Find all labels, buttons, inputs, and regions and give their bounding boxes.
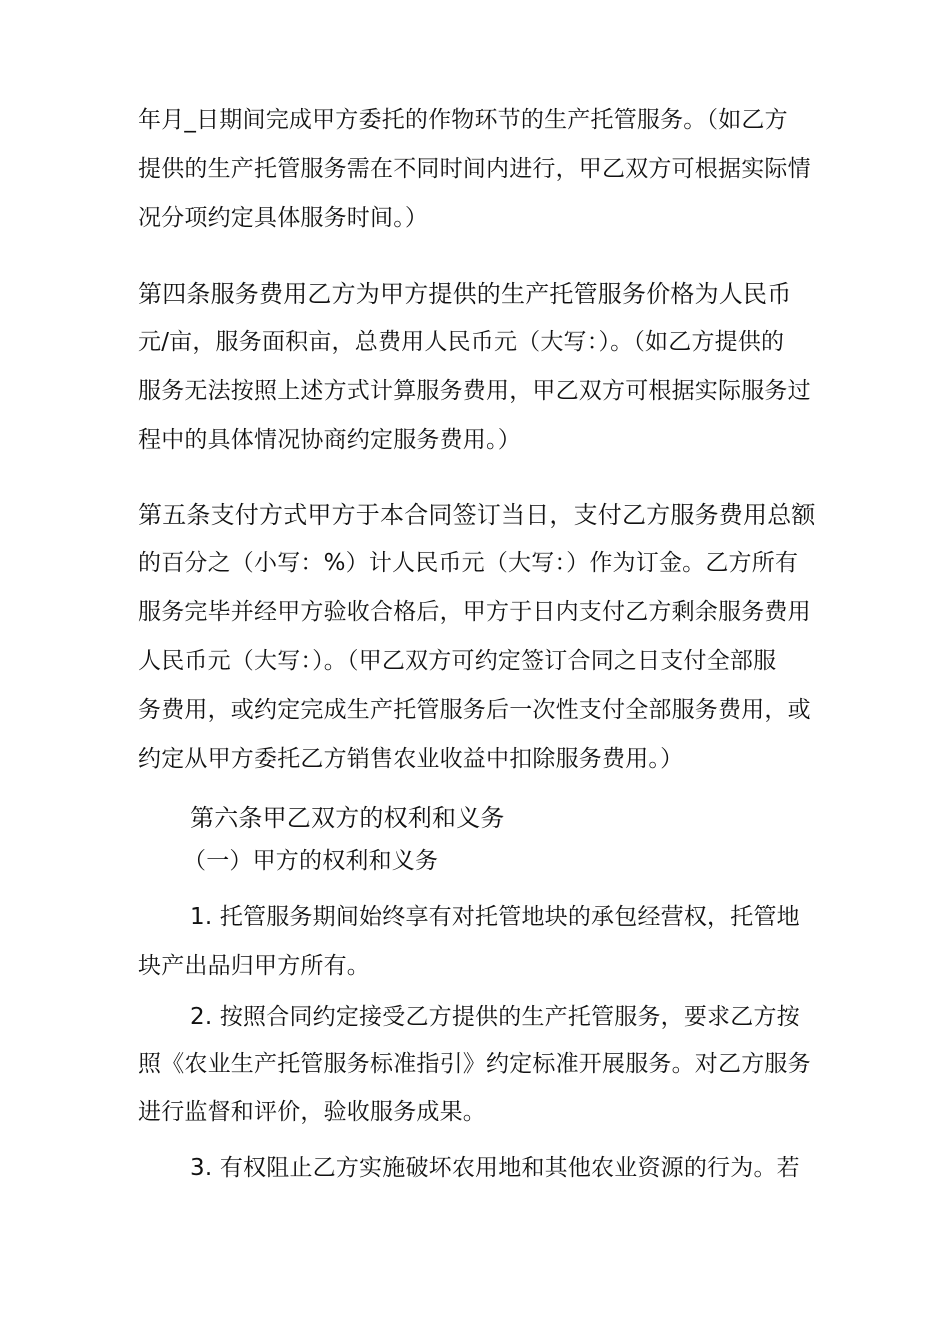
item-2-line-1: 2. 按照合同约定接受乙方提供的生产托管服务，要求乙方按 xyxy=(190,1004,800,1030)
item-2-line-3: 进行监督和评价，验收服务成果。 xyxy=(138,1099,486,1125)
paragraph-3-line-1: 第五条支付方式甲方于本合同签订当日，支付乙方服务费用总额 xyxy=(138,501,816,529)
paragraph-3-line-3: 服务完毕并经甲方验收合格后，甲方于日内支付乙方剩余服务费用 xyxy=(138,599,811,625)
item-1-line-2: 块产出品归甲方所有。 xyxy=(138,953,370,979)
item-2-line-2: 照《农业生产托管服务标准指引》约定标准开展服务。对乙方服务 xyxy=(138,1051,811,1077)
paragraph-3-line-4: 人民币元（大写：）。（甲乙双方可约定签订合同之日支付全部服 xyxy=(138,648,777,674)
paragraph-3-line-6: 约定从甲方委托乙方销售农业收益中扣除服务费用。） xyxy=(138,746,684,772)
paragraph-1-line-1: 年月_日期间完成甲方委托的作物环节的生产托管服务。（如乙方 xyxy=(138,107,788,133)
item-1-line-1: 1. 托管服务期间始终享有对托管地块的承包经营权，托管地 xyxy=(190,904,800,930)
item-3-line-1: 3. 有权阻止乙方实施破坏农用地和其他农业资源的行为。若 xyxy=(190,1155,800,1181)
paragraph-2-line-3: 服务无法按照上述方式计算服务费用，甲乙双方可根据实际服务过 xyxy=(138,378,811,404)
subheading-party-a: （一）甲方的权利和义务 xyxy=(183,848,439,874)
paragraph-3-line-2: 的百分之（小写：%）计人民币元（大写：）作为订金。乙方所有 xyxy=(138,550,799,576)
paragraph-2-line-4: 程中的具体情况协商约定服务费用。） xyxy=(138,427,521,453)
paragraph-2-line-1: 第四条服务费用乙方为甲方提供的生产托管服务价格为人民币 xyxy=(138,280,792,308)
paragraph-1-line-2: 提供的生产托管服务需在不同时间内进行，甲乙双方可根据实际情 xyxy=(138,156,811,182)
paragraph-3-line-5: 务费用，或约定完成生产托管服务后一次性支付全部服务费用，或 xyxy=(138,697,811,723)
paragraph-2-line-2: 元/亩，服务面积亩，总费用人民币元（大写：）。（如乙方提供的 xyxy=(138,329,785,355)
article-6-heading: 第六条甲乙双方的权利和义务 xyxy=(190,804,505,832)
paragraph-1-line-3: 况分项约定具体服务时间。） xyxy=(138,205,429,231)
